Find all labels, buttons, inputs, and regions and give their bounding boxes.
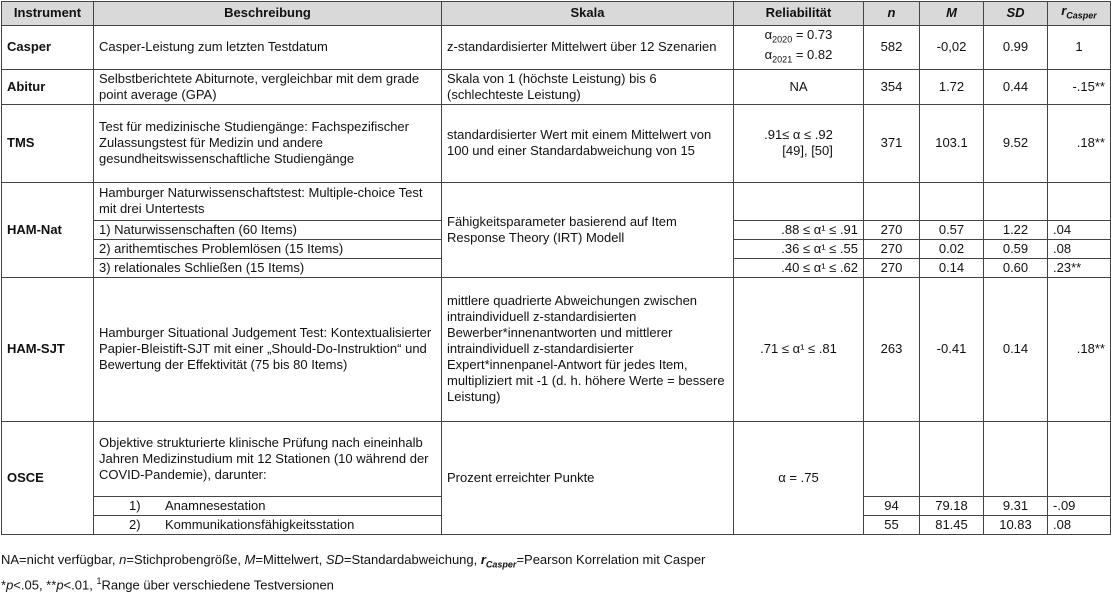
m-abitur: 1.72 <box>920 69 984 104</box>
note-star: * <box>1 576 7 592</box>
r-casper: 1 <box>1048 25 1111 69</box>
note-p2-text: <.01, <box>63 576 97 592</box>
rel-casper-val-1: = 0.73 <box>792 26 833 42</box>
m-hamsjt: -0.41 <box>920 277 984 421</box>
hamnat-sub-1-rel: .88 ≤ α¹ ≤ .91 <box>734 220 864 239</box>
skala-hamsjt: mittlere quadrierte Abweichungen zwischen intraindividuell z-standardisierten Bewerber*innenantworten und mittlerer intraindividuell z-standardisierter Expert*innenpanel-Antwort für jedes Item, multipliziert mit -1 (d. h. höhere Werte = bessere Leistung) <box>442 277 734 421</box>
hamnat-sub-1-sd: 1.22 <box>984 220 1048 239</box>
hamnat-sub-2-sd: 0.59 <box>984 239 1048 258</box>
n-tms: 371 <box>864 104 920 182</box>
beschreibung-hamnat: Hamburger Naturwissenschaftstest: Multiple-choice Test mit drei Untertests <box>94 182 442 220</box>
header-r-sub: Casper <box>1066 10 1097 21</box>
hamnat-sub-2-m: 0.02 <box>920 239 984 258</box>
osce-sub-2-n: 55 <box>864 515 920 534</box>
osce-sub-1-label: Anamnesestation <box>165 497 266 513</box>
table-row-casper <box>2 25 1111 69</box>
hamnat-sub-3-m: 0.14 <box>920 258 984 277</box>
reliabilitaet-hamnat-empty <box>734 182 864 220</box>
hamnat-sub-1-n: 270 <box>864 220 920 239</box>
reliabilitaet-tms <box>734 104 864 182</box>
beschreibung-tms: Test für medizinische Studiengänge: Fachspezifischer Zulassungstest für Medizin und andere gesundheitswissenschaftliche Studiengänge <box>94 104 442 182</box>
osce-sub-2-num: 2) <box>129 516 141 532</box>
hamnat-sub-1-r: .04 <box>1048 220 1111 239</box>
hamnat-sub-3-label: 3) relationales Schließen (15 Items) <box>94 258 442 277</box>
sd-hamnat-empty <box>984 182 1048 220</box>
note-r-text: =Pearson Korrelation mit Casper <box>516 552 706 567</box>
instrument-casper: Casper <box>2 25 94 69</box>
header-instrument: Instrument <box>2 2 94 26</box>
header-skala: Skala <box>442 2 734 26</box>
rel-casper-sub-1: 2020 <box>772 34 793 45</box>
hamnat-sub-2-label: 2) arithemtisches Problemlösen (15 Items) <box>94 239 442 258</box>
r-hamsjt: .18** <box>1048 277 1111 421</box>
sd-osce-empty <box>984 421 1048 496</box>
r-tms: .18** <box>1048 104 1111 182</box>
osce-sub-1-label-cell <box>94 496 442 515</box>
note-na: NA=nicht verfügbar, <box>1 552 120 567</box>
note-sup: 1 <box>96 575 102 586</box>
instrument-hamnat: HAM-Nat <box>2 182 94 277</box>
beschreibung-hamsjt: Hamburger Situational Judgement Test: Kontextualisierter Papier-Bleistift-SJT mit einer „Should-Do-Instruktion“ und Bewertung der Effektivität (75 bis 80 Items) <box>94 277 442 421</box>
header-m: M <box>920 2 984 26</box>
sd-abitur: 0.44 <box>984 69 1048 104</box>
note-sd-text: =Standardabweichung, <box>343 552 481 567</box>
n-abitur: 354 <box>864 69 920 104</box>
osce-sub-1-m: 79.18 <box>920 496 984 515</box>
header-r <box>1048 2 1111 26</box>
skala-osce: Prozent erreichter Punkte <box>442 421 734 534</box>
r-hamnat-empty <box>1048 182 1111 220</box>
instrument-tms: TMS <box>2 104 94 182</box>
rel-tms-refs: [49], [50] <box>782 143 833 159</box>
r-abitur: -.15** <box>1048 69 1111 104</box>
notes-line-1 <box>1 552 705 573</box>
osce-sub-2-label-cell <box>94 515 442 534</box>
osce-sub-2-label: Kommunikationsfähigkeitsstation <box>165 516 355 532</box>
header-sd: SD <box>984 2 1048 26</box>
note-p1: p <box>6 576 14 592</box>
osce-sub-1-n: 94 <box>864 496 920 515</box>
rel-casper-sub-2: 2021 <box>772 54 793 65</box>
header-n: n <box>864 2 920 26</box>
header-reliabilitaet: Reliabilität <box>734 2 864 26</box>
header-beschreibung: Beschreibung <box>94 2 442 26</box>
n-casper: 582 <box>864 25 920 69</box>
m-tms: 103.1 <box>920 104 984 182</box>
rel-tms-range: .91≤ α ≤ .92 <box>764 127 833 143</box>
table-row-osce-header <box>2 421 1111 496</box>
m-osce-empty <box>920 421 984 496</box>
table-notes <box>1 552 705 593</box>
skala-abitur: Skala von 1 (höchste Leistung) bis 6 (schlechteste Leistung) <box>442 69 734 104</box>
note-n-symbol: n <box>119 552 127 567</box>
notes-line-2 <box>1 573 705 593</box>
instrument-osce: OSCE <box>2 421 94 534</box>
hamnat-sub-3-rel: .40 ≤ α¹ ≤ .62 <box>734 258 864 277</box>
n-osce-empty <box>864 421 920 496</box>
skala-hamnat: Fähigkeitsparameter basierend auf Item Response Theory (IRT) Modell <box>442 182 734 277</box>
rel-casper-alpha-1: α <box>764 26 773 42</box>
table-row-tms <box>2 104 1111 182</box>
instrument-hamsjt: HAM-SJT <box>2 277 94 421</box>
reliabilitaet-casper <box>734 25 864 69</box>
note-p1-text: <.05, ** <box>13 576 57 592</box>
osce-sub-2-r: .08 <box>1048 515 1111 534</box>
osce-sub-2-m: 81.45 <box>920 515 984 534</box>
header-r-letter: r <box>1061 3 1067 18</box>
note-p2: p <box>56 576 64 592</box>
n-hamsjt: 263 <box>864 277 920 421</box>
skala-tms: standardisierter Wert mit einem Mittelwert von 100 und einer Standardabweichung von 15 <box>442 104 734 182</box>
rel-casper-val-2: = 0.82 <box>792 47 833 63</box>
hamnat-sub-2-n: 270 <box>864 239 920 258</box>
note-sd-symbol: SD <box>325 552 344 567</box>
note-m-symbol: M <box>244 552 256 567</box>
reliabilitaet-osce: α = .75 <box>734 421 864 534</box>
beschreibung-casper: Casper-Leistung zum letzten Testdatum <box>94 25 442 69</box>
note-r-symbol: r <box>480 552 486 567</box>
sd-casper: 0.99 <box>984 25 1048 69</box>
beschreibung-abitur: Selbstberichtete Abiturnote, vergleichbar mit dem grade point average (GPA) <box>94 69 442 104</box>
m-casper: -0,02 <box>920 25 984 69</box>
hamnat-sub-3-sd: 0.60 <box>984 258 1048 277</box>
skala-casper: z-standardisierter Mittelwert über 12 Szenarien <box>442 25 734 69</box>
header-row <box>2 2 1111 26</box>
reliabilitaet-abitur: NA <box>734 69 864 104</box>
table-row-hamsjt <box>2 277 1111 421</box>
hamnat-sub-2-r: .08 <box>1048 239 1111 258</box>
note-m-text: =Mittelwert, <box>255 552 326 567</box>
n-hamnat-empty <box>864 182 920 220</box>
results-table <box>1 1 1111 535</box>
osce-sub-1-sd: 9.31 <box>984 496 1048 515</box>
hamnat-sub-2-rel: .36 ≤ α¹ ≤ .55 <box>734 239 864 258</box>
hamnat-sub-1-label: 1) Naturwissenschaften (60 Items) <box>94 220 442 239</box>
hamnat-sub-1-m: 0.57 <box>920 220 984 239</box>
table-row-hamnat-header <box>2 182 1111 220</box>
note-r-sub: Casper <box>485 559 517 570</box>
osce-sub-1-num: 1) <box>129 497 141 513</box>
reliabilitaet-hamsjt: .71 ≤ α¹ ≤ .81 <box>734 277 864 421</box>
r-osce-empty <box>1048 421 1111 496</box>
sd-tms: 9.52 <box>984 104 1048 182</box>
sd-hamsjt: 0.14 <box>984 277 1048 421</box>
note-range-text: Range über verschiedene Testversionen <box>101 576 334 592</box>
osce-sub-2-sd: 10.83 <box>984 515 1048 534</box>
note-n-text: =Stichprobengröße, <box>126 552 245 567</box>
hamnat-sub-3-n: 270 <box>864 258 920 277</box>
beschreibung-osce: Objektive strukturierte klinische Prüfung nach eineinhalb Jahren Medizinstudium mit 12 Stationen (10 während der COVID-Pandemie), darunter: <box>94 421 442 496</box>
table-row-abitur <box>2 69 1111 104</box>
hamnat-sub-3-r: .23** <box>1048 258 1111 277</box>
m-hamnat-empty <box>920 182 984 220</box>
instrument-abitur: Abitur <box>2 69 94 104</box>
osce-sub-1-r: -.09 <box>1048 496 1111 515</box>
rel-casper-alpha-2: α <box>764 47 773 63</box>
